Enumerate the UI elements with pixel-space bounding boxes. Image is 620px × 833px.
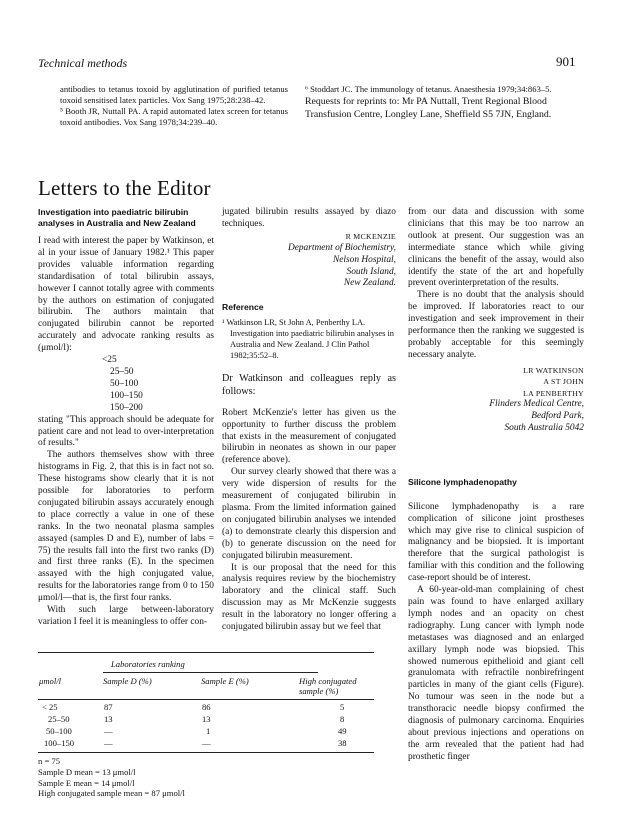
table-top-rule [38, 652, 374, 653]
table-cell: 50–100 [46, 726, 72, 736]
letter-paragraph: stating "This approach should be adequate for patient care and not lead to over-interpretation of results." [38, 414, 214, 449]
letter-paragraph: Silicone lymphadenopathy is a rare complication of silicone joint prostheses which may give rise to clinical suspicion of malignancy and be biopsied. It is important therefore that the surgical pathologist is familiar with this condition and the following case-report should be of interest. [408, 501, 584, 584]
section-title: Letters to the Editor [38, 176, 211, 200]
table-notes [38, 756, 374, 799]
ranking-item: 100–150 [110, 390, 143, 401]
table-note: Sample D mean = 13 μmol/l [38, 766, 136, 777]
reply-paragraph: Our survey clearly showed that there was a very wide dispersion of results for the measurement of conjugated bilirubin in plasma. From the limited information gained on conjugated bilirubin analyses we intended (a) to demonstrate clearly this dispersion and (b) to generate discussion on the need for conjugated bilirubin measurement. [222, 467, 396, 561]
table-col-header: Sample D (%) [103, 676, 152, 686]
reply-author: LA PENBERTHY [523, 388, 584, 398]
reply-paragraph: There is no doubt that the analysis should be improved. If laboratories react to our investigation and seek improvement in their performance then the ranking we suggested is probably acceptable for this seemingly necessary analyte. [408, 290, 584, 360]
affiliation-line: New Zealand. [343, 278, 396, 289]
running-header-section: Technical methods [38, 56, 128, 70]
reply-paragraph: It is our proposal that the need for this analysis requires review by the biochemistry laboratory and the clinical staff. Such discussion may as Mr McKenzie suggests result in the laboratory no longer offering a conjugated bilirubin assay but we feel that [222, 562, 396, 633]
affiliation-line: South Australia 5042 [504, 422, 584, 433]
reference-5: ⁵ Booth JR, Nuttall PA. A rapid automated latex screen for tetanus toxoid antibodies. Vox Sang 1978;34:239–40. [60, 106, 288, 127]
reply-affiliation [408, 399, 584, 435]
table-note: Sample E mean = 14 μmol/l [38, 777, 135, 788]
letter-heading: Investigation into paediatric bilirubin analyses in Australia and New Zealand [38, 207, 196, 228]
table-group-header-text: Laboratories ranking [111, 659, 185, 669]
table-cell: — [104, 738, 113, 748]
ranking-item: 50–100 [110, 378, 139, 389]
previous-article-references [60, 84, 288, 128]
letter-column-2 [222, 207, 396, 634]
table-cell: 13 [202, 714, 211, 724]
table-row [38, 701, 374, 713]
letter-paragraph: The authors themselves show with three histograms in Fig. 2, that this is in fact not so. These histograms show clearly that it is not possible for laboratories to perform conjugated bilirubin assays accurately enough to place correctly a value in one of these ranks. In the two neonatal plasma samples assayed (samples D and E), number of labs = 75) the results fall into the first two ranks (D) and first three ranks (E). In the specimen assayed with the high conjugated value, results for the laboratories range from 0 to 150 μmol/l—that is, the first four ranks. [38, 450, 214, 604]
reference-4-tail: antibodies to tetanus toxoid by agglutination of purified tetanus toxoid sensitised latex particles. Vox Sang 1975;28:238–42. [60, 84, 288, 105]
reply-paragraph: Robert McKenzie's letter has given us the opportunity to further discuss the problem that exists in the measurement of conjugated bilirubin in neonates as shown in our paper (reference above). [222, 407, 396, 466]
ranking-item: 150–200 [110, 402, 143, 413]
letter-paragraph: A 60-year-old-man complaining of chest pain was found to have enlarged axillary lymph nodes and an opacity on chest radiography. Lung cancer with lymph node metastases was diagnosed and an enlarged axillary lymph node was biopsied. This showed numerous epithelioid and giant cell granulomata with refractile nonbirefringent particles in many of the giant cells (Figure). No tumour was seen in the node but a transthoracic needle biopsy confirmed the diagnosis of pulmonary carcinoma. Enquiries about previous injections and operations on the arm revealed that the patient had had prosthetic finger [408, 585, 584, 762]
table-cell: 87 [104, 702, 113, 712]
ranking-table [38, 652, 374, 799]
table-bottom-rule [38, 752, 374, 753]
reprint-request: Requests for reprints to: Mr PA Nuttall, Trent Regional Blood Transfusion Centre, Longley Lane, Sheffield S5 7JN, England. [305, 96, 552, 120]
affiliation-line: Nelson Hospital, [332, 254, 396, 265]
table-group-header [102, 658, 374, 675]
reply-authors [408, 365, 584, 399]
table-row [38, 713, 374, 725]
table-cell: — [104, 726, 113, 736]
table-note: n = 75 [38, 756, 61, 766]
table-cell: 25–50 [48, 714, 70, 724]
ranking-list [38, 355, 214, 415]
table-cell: 8 [340, 714, 345, 724]
table-cell: 49 [338, 726, 347, 736]
letter-paragraph: I read with interest the paper by Watkinson, et al in your issue of January 1982.¹ This paper provides valuable information regarding standardisation of total bilirubin assays, however I cannot totally agree with comments by the authors on estimation of conjugated bilirubin. The authors maintain that conjugated bilirubin cannot be reported accurately and advocate ranking results as (μmol/l): [38, 236, 214, 354]
page-number: 901 [556, 54, 576, 69]
reply-author: A ST JOHN [543, 377, 584, 387]
table-col-header: High conjugated sample (%) [299, 676, 357, 696]
letter-paragraph: jugated bilirubin results assayed by diazo techniques. [222, 207, 396, 229]
table-row [38, 737, 374, 749]
table-note: High conjugated sample mean = 87 μmol/l [38, 788, 185, 799]
ranking-item: <25 [102, 355, 117, 366]
table-grid [38, 658, 374, 753]
previous-article-end [305, 84, 577, 121]
letter-column-3 [408, 207, 584, 764]
affiliation-line: South Island, [346, 266, 396, 277]
letter-column-1 [38, 207, 214, 629]
table-cell: 86 [202, 702, 211, 712]
affiliation-line: Flinders Medical Centre, [489, 399, 584, 409]
reference-item: ¹ Watkinson LR, St John A, Penberthy LA. Investigation into paediatric bilirubin analyses in Australia and New Zealand. J Clin Pathol 1982;35:52–8. [222, 318, 394, 360]
reply-intro: Dr Watkinson and colleagues reply as follows: [222, 372, 396, 398]
table-col-header: Sample E (%) [201, 676, 249, 686]
table-cell: 13 [104, 714, 113, 724]
table-cell: 100–150 [44, 738, 75, 748]
table-cell: 5 [340, 702, 345, 712]
ranking-item: 25–50 [110, 366, 134, 377]
letter-author: R MCKENZIE [345, 231, 396, 241]
author-affiliation [222, 243, 396, 291]
letter-heading: Silicone lymphadenopathy [408, 476, 517, 487]
table-cell: 1 [206, 726, 211, 736]
reference-heading: Reference [222, 302, 264, 313]
table-cell: — [202, 738, 211, 748]
affiliation-line: Department of Biochemistry, [287, 242, 396, 253]
table-cell: < 25 [42, 702, 58, 712]
table-cell: 38 [338, 738, 347, 748]
reply-paragraph: from our data and discussion with some clinicians that this may be too narrow an outlook at present. Our suggestion was an intermediate stance which while giving clinicans the benefit of the assay, would also identify the state of the art and hopefully prevent overinterpretation of the results. [408, 207, 584, 289]
affiliation-line: Bedford Park, [531, 410, 584, 421]
reply-author: LR WATKINSON [523, 365, 584, 375]
table-row [38, 725, 374, 737]
reference-6: ⁶ Stoddart JC. The immunology of tetanus. Anaesthesia 1979;34:863–5. [305, 84, 552, 94]
table-header-rule [38, 699, 374, 700]
table-col-header: μmol/l [39, 676, 61, 686]
letter-paragraph: With such large between-laboratory variation I feel it is meaningless to offer con- [38, 605, 214, 627]
group-header-rule [103, 672, 318, 673]
